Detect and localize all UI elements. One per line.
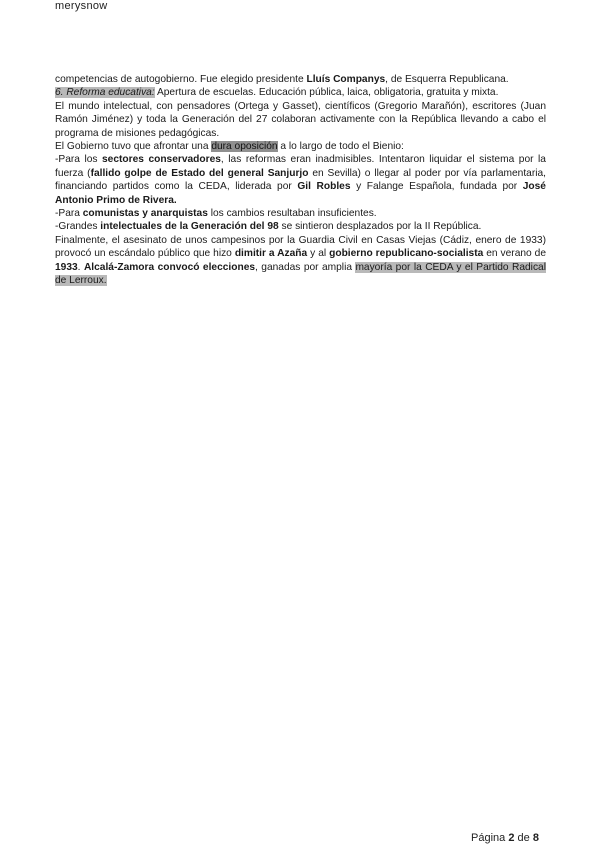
text-run: , ganadas por amplia [255,261,356,273]
page-separator: de [517,832,530,844]
text-run: . [77,261,84,273]
bold-run: Gil Robles [297,181,351,193]
paragraph-educational-reform [55,86,546,99]
page-current: 2 [508,832,515,844]
text-run: Finalmente, el asesinato de unos campesinos por la Guardia Civil en Casas Viejas (Cádiz, enero de 1933) provocó un escándalo público que hizo [55,234,546,260]
text-run: en verano de [483,248,546,260]
text-run: , de Esquerra Republicana. [385,74,509,85]
text-run: los cambios resultaban insuficientes. [207,208,377,220]
bold-run: sectores conservadores [102,154,221,166]
bold-run: intelectuales de la Generación del 98 [100,221,279,233]
highlighted-run: mayoría por la CEDA y el Partido Radical de Lerroux. [55,261,546,287]
bold-run: comunistas y anarquistas [82,208,208,220]
bold-run: gobierno republicano-socialista [329,248,484,260]
paragraph-generation-98 [55,220,546,233]
page-total: 8 [532,832,539,844]
text-run: y al [307,248,330,260]
paragraph-communists-anarchists [55,207,546,220]
text-run: -Para [55,208,83,220]
paragraph-catalan-autonomy [55,73,546,86]
paragraph-opposition-intro [55,140,546,153]
text-run: -Para los [55,154,102,166]
bold-run: Lluís Companys [306,74,386,85]
page-header-author: merysnow [55,0,108,12]
text-run: a lo largo de todo el Bienio: [277,141,404,153]
text-run: Apertura de escuelas. Educación pública, laica, obligatoria, gratuita y mixta. [154,87,499,99]
bold-run: dimitir a Azaña [234,248,308,260]
text-run: se sintieron desplazados por la II República. [278,221,482,233]
bold-run: 1933 [55,261,78,273]
paragraph-casas-viejas [55,234,546,288]
page-number [471,832,539,844]
bold-run: Alcalá-Zamora convocó elecciones [83,261,256,273]
bold-run: fallido golpe de Estado del general Sanjurjo [90,167,309,179]
text-run: -Grandes [55,221,101,233]
text-run: competencias de autogobierno. Fue elegido presidente [55,74,307,85]
bold-run: José Antonio Primo de Rivera. [55,181,546,206]
text-run: , las reformas eran inadmisibles. Intentaron liquidar el sistema por la fuerza ( [55,154,546,179]
paragraph-intellectual-world: El mundo intelectual, con pensadores (Ortega y Gasset), científicos (Gregorio Marañón), escritores (Juan Ramón Jiménez) y toda la Generación del 27 colaboran activamente con la República llevando a cabo el programa de misiones pedagógicas. [55,100,546,139]
text-run: en Sevilla) o llegar al poder por vía parlamentaria, financiando partidos como la CEDA, liderada por [55,167,546,193]
highlighted-run: dura oposición [211,141,278,153]
highlighted-italic-label: 6. Reforma educativa: [55,87,155,99]
document-body [55,73,546,288]
paragraph-conservatives [55,153,546,207]
page-word: Página [471,832,506,844]
text-run: y Falange Española, fundada por [350,181,523,193]
text-run: El Gobierno tuvo que afrontar una [55,141,212,153]
